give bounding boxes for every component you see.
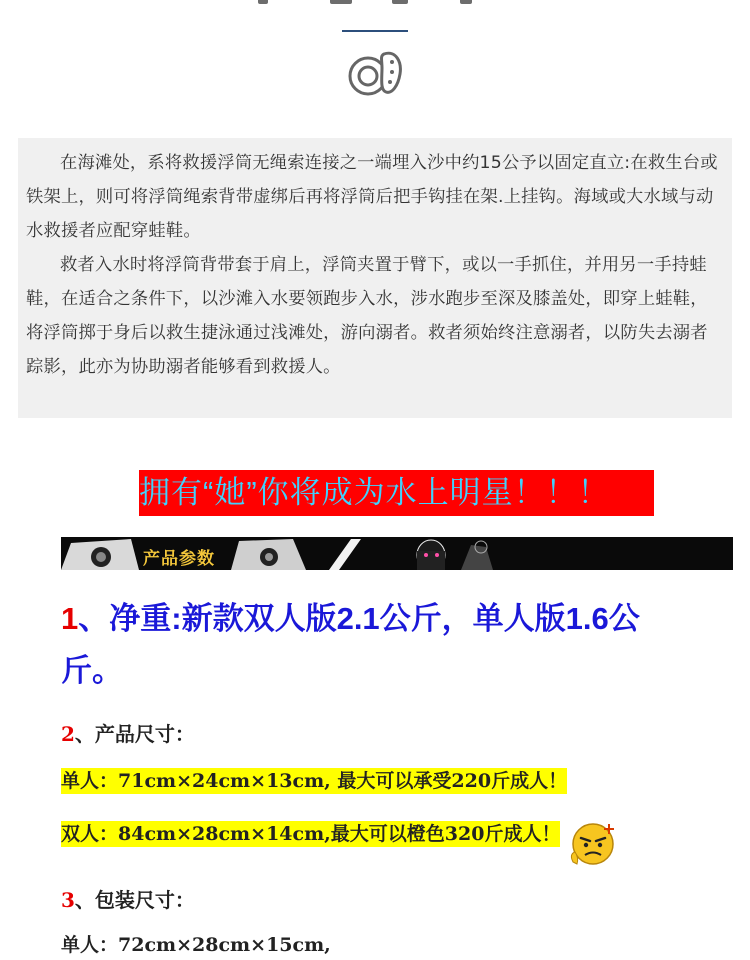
spec-single-size-text: 单人：71cm×24cm×13cm, 最大可以承受220斤成人！ xyxy=(61,770,568,792)
top-cropped-heading xyxy=(0,0,750,6)
intro-paragraph-2: 救者入水时将浮筒背带套于肩上，浮筒夹置于臂下，或以一手抓住，并用另一手持蛙鞋，在适合之条件下，以沙滩入水要领跑步入水，涉水跑步至深及膝盖处，即穿上蛙鞋，将浮筒掷于身后以救生捷泳通过浅滩处，游向溺者。救者须始终注意溺者，以防失去溺者踪影，此亦为协助溺者能够看到救援人。 xyxy=(26,255,708,377)
spec-weight-number: 1 xyxy=(61,601,79,636)
title-underline xyxy=(342,30,408,32)
spec-weight xyxy=(61,590,640,648)
spec-package-text: 、包装尺寸： xyxy=(74,888,195,912)
angry-emoji-icon xyxy=(565,818,623,866)
spec-package-number: 3 xyxy=(61,888,75,912)
spec-single-size xyxy=(61,766,567,793)
product-params-banner xyxy=(61,537,733,570)
lifebuoy-rescue-tube-icon xyxy=(346,48,408,100)
spec-dimensions-text: 、产品尺寸： xyxy=(74,722,195,746)
spec-double-size-text: 双人：84cm×28cm×14cm,最大可以橙色320斤成人！ xyxy=(61,823,561,845)
spec-weight-continued: 斤。 xyxy=(61,653,123,688)
spec-double-size xyxy=(61,819,560,846)
spec-package-heading xyxy=(61,884,195,913)
banner-label: 产品参数 xyxy=(143,549,215,569)
intro-text-box xyxy=(18,138,732,418)
spec-package-single: 单人：72cm×28cm×15cm, xyxy=(61,934,331,956)
intro-paragraph-1: 在海滩处，系将救援浮筒无绳索连接之一端埋入沙中约15公予以固定直立:在救生台或铁架上，则可将浮筒绳索背带虚绑后再将浮筒后把手钩挂在架.上挂钩。海域或大水域与动水救援者应配穿蛙鞋。 xyxy=(26,153,718,241)
spec-dimensions-number: 2 xyxy=(61,722,75,746)
spec-weight-text: 、净重:新款双人版2.1公斤，单人版1.6公 xyxy=(78,601,640,636)
slogan-banner: 拥有“她”你将成为水上明星！！！ xyxy=(139,470,654,516)
spec-dimensions-heading xyxy=(61,718,195,747)
